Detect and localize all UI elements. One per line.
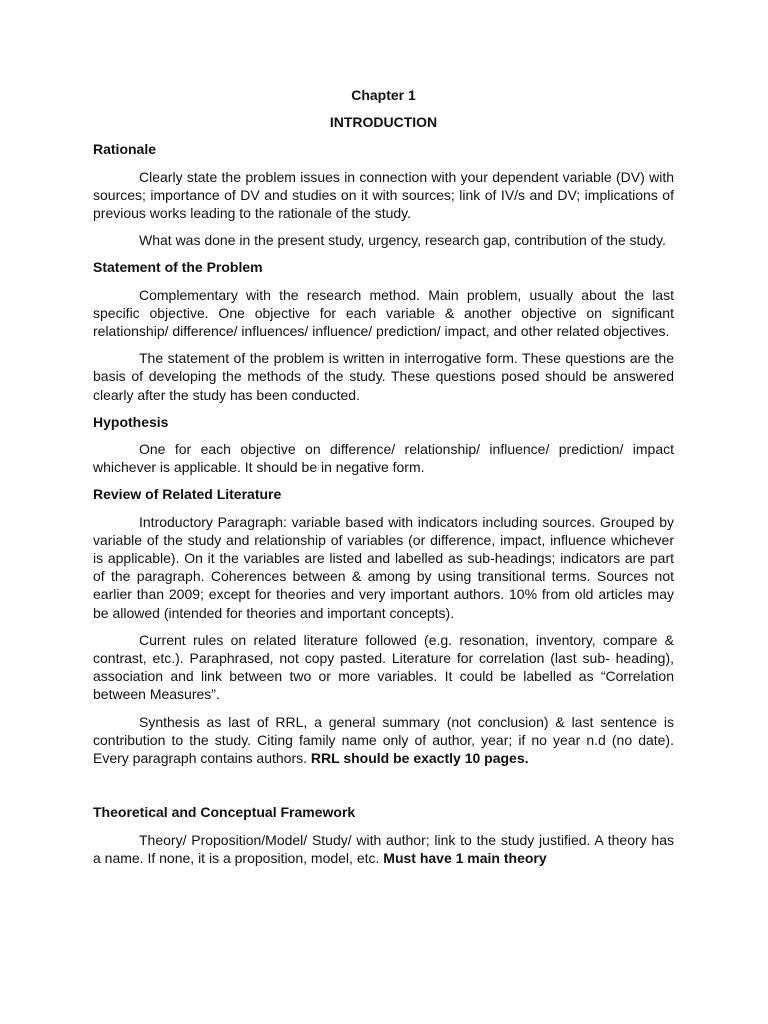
heading-statement-of-problem: Statement of the Problem (93, 259, 263, 276)
framework-paragraph-1 (93, 831, 674, 867)
section-spacer (93, 776, 674, 803)
hypothesis-paragraph-1: One for each objective on difference/ relationship/ influence/ prediction/ impact whichever is applicable. It should be in negative form. (93, 441, 674, 476)
rrl-paragraph-3-text: Synthesis as last of RRL, a general summary (not conclusion) & last sentence is contribution to the study. Citing family name only of author, year; if no year n.d (no date). Every paragraph contains authors. (93, 713, 674, 767)
rationale-paragraph-1: Clearly state the problem issues in connection with your dependent variable (DV) with sources; importance of DV and studies on it with sources; link of IV/s and DV; implications of previous works leading to the rationale of the study. (93, 168, 674, 222)
rrl-page-requirement: RRL should be exactly 10 pages. (310, 750, 529, 767)
framework-main-theory-requirement: Must have 1 main theory (383, 849, 547, 866)
rrl-paragraph-3 (93, 713, 674, 768)
document-title: INTRODUCTION (329, 114, 438, 131)
chapter-label: Chapter 1 (351, 87, 416, 103)
statement-paragraph-2: The statement of the problem is written in interrogative form. These questions are the basis of developing the methods of the study. These questions posed should be answered clearly after the study has been conducted. (93, 350, 674, 403)
statement-paragraph-1: Complementary with the research method. Main problem, usually about the last specific objective. One objective for each variable & another objective on significant relationship/ difference/ influences/ influence/ prediction/ impact, and other related objectives. (93, 286, 674, 340)
rrl-paragraph-2: Current rules on related literature followed (e.g. resonation, inventory, compare & contrast, etc.). Paraphrased, not copy pasted. Literature for correlation (last sub- heading), association and link between two or more variables. It could be labelled as “Correlation between Measures”. (93, 631, 674, 703)
heading-hypothesis: Hypothesis (93, 413, 169, 430)
heading-review-of-literature: Review of Related Literature (93, 486, 282, 503)
framework-paragraph-1-text: Theory/ Proposition/Model/ Study/ with author; link to the study justified. A theory has a name. If none, it is a proposition, model, etc. (93, 831, 674, 866)
heading-rationale: Rationale (93, 141, 157, 158)
rrl-paragraph-1: Introductory Paragraph: variable based with indicators including sources. Grouped by variable of the study and relationship of variables (or difference, impact, influence whichever is applicable). On it the variables are listed and labelled as sub-headings; indicators are part of the paragraph. Coherences between & among by using transitional terms. Sources not earlier than 2009; except for theories and very important authors. 10% from old articles may be allowed (intended for theories and important concepts). (93, 513, 674, 621)
rationale-paragraph-2: What was done in the present study, urgency, research gap, contribution of the study. (139, 232, 666, 249)
document-page (93, 86, 674, 876)
heading-framework: Theoretical and Conceptual Framework (93, 804, 356, 821)
